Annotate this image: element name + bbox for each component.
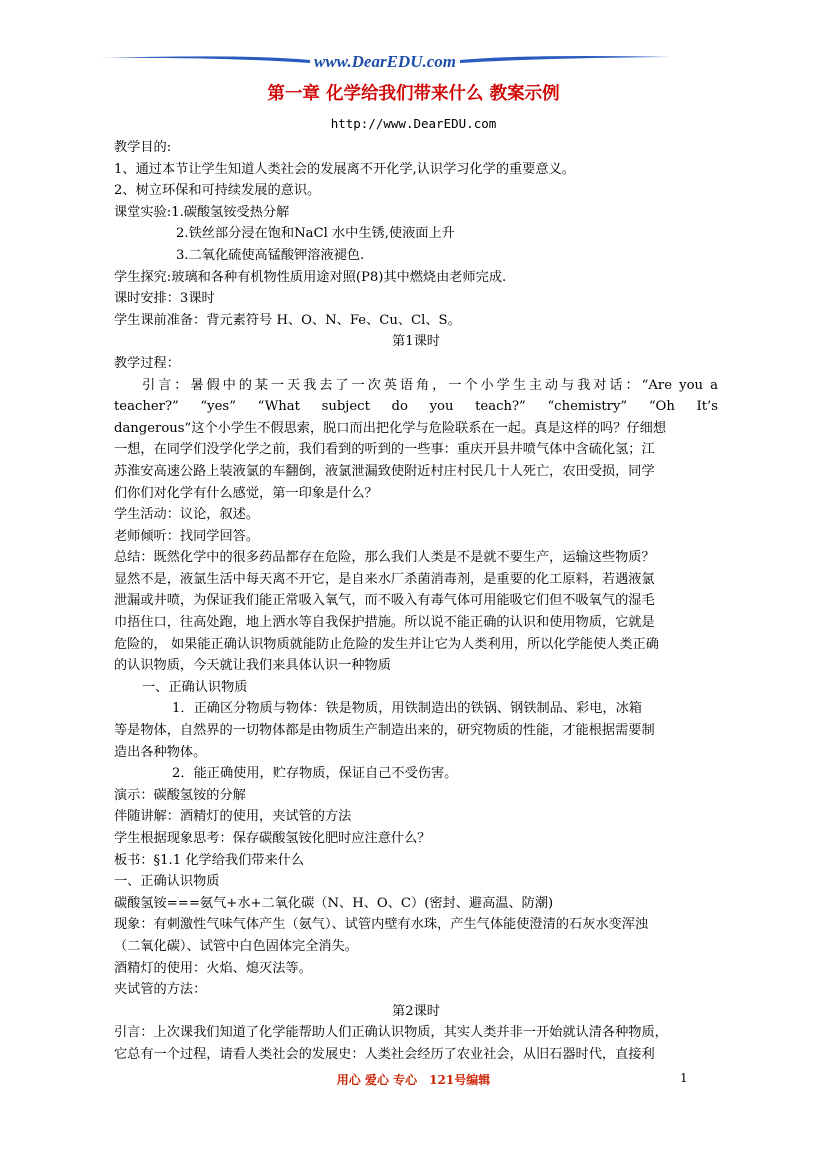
text-line: 一想，在同学们没学化学之前，我们看到的听到的一些事：重庆开县井喷气体中含硫化氢；江 bbox=[114, 442, 655, 458]
text-line: 一、正确认识物质 bbox=[114, 874, 220, 890]
text-line: dangerous”这个小学生不假思索，脱口而出把化学与危险联系在一起。真是这样的吗？仔细想 bbox=[114, 420, 667, 436]
text-line: 学生课前准备：背元素符号 H、O、N、Fe、Cu、Cl、S。 bbox=[114, 312, 461, 328]
text-line: 现象：有刺激性气味气体产生（氨气）、试管内壁有水珠，产生气体能使澄清的石灰水变浑浊 bbox=[114, 917, 649, 933]
text-line: 演示：碳酸氢铵的分解 bbox=[114, 787, 246, 803]
text-line: 造出各种物体。 bbox=[114, 744, 207, 760]
text-line: 的认识物质，今天就让我们来具体认识一种物质 bbox=[114, 658, 391, 674]
site-name[interactable]: www.DearEDU.com bbox=[314, 52, 456, 71]
text-line: 总结：既然化学中的很多药品都存在危险，那么我们人类是不是就不要生产，运输这些物质？ bbox=[114, 550, 655, 566]
text-line: 课时安排：3课时 bbox=[114, 291, 215, 307]
text-line: teacher?” “yes” “What subject do you teach?” “chemistry” “Oh It’s bbox=[114, 399, 718, 415]
text-line: 1．正确区分物质与物体：铁是物质，用铁制造出的铁锅、钢铁制品、彩电，冰箱 bbox=[172, 701, 642, 717]
text-line: 显然不是，液氯生活中每天离不开它，是自来水厂杀菌消毒剂，是重要的化工原料，若遇液氯 bbox=[114, 571, 655, 587]
text-line: 课堂实验:1.碳酸氢铵受热分解 bbox=[114, 204, 290, 220]
text-line: 危险的， 如果能正确认识物质就能防止危险的发生并让它为人类利用，所以化学能使人类正确 bbox=[114, 636, 659, 652]
text-line: 碳酸氢铵===氨气+水+二氧化碳（N、H、O、C）(密封、避高温、防潮) bbox=[114, 895, 554, 911]
text-line: 老师倾听：找同学回答。 bbox=[114, 528, 260, 544]
text-line: 酒精灯的使用：火焰、熄灭法等。 bbox=[114, 960, 312, 976]
text-line: 学生探究:玻璃和各种有机物性质用途对照(P8)其中燃烧由老师完成. bbox=[114, 269, 507, 285]
text-line: 3.二氧化硫使高锰酸钾溶液褪色. bbox=[176, 247, 365, 263]
text-line: 伴随讲解：酒精灯的使用，夹试管的方法 bbox=[114, 809, 352, 825]
text-line: 2、树立环保和可持续发展的意识。 bbox=[114, 183, 321, 199]
text-line: 教学目的: bbox=[114, 140, 172, 155]
header-banner bbox=[100, 52, 670, 74]
text-line: 引言：上次课我们知道了化学能帮助人们正确认识物质，其实人类并非一开始就认清各种物质， bbox=[114, 1025, 668, 1041]
text-line: 它总有一个过程，请看人类社会的发展史：人类社会经历了农业社会，从旧石器时代，直接利 bbox=[114, 1046, 655, 1062]
page-number: 1 bbox=[680, 1071, 688, 1085]
text-line: 夹试管的方法： bbox=[114, 982, 207, 998]
text-line: 泄漏或井喷，为保证我们能正常吸入氧气，而不吸入有毒气体可用能吸它们但不吸氧气的湿毛 bbox=[114, 593, 655, 609]
text-line: 2．能正确使用，贮存物质，保证自己不受伤害。 bbox=[172, 766, 458, 782]
text-line: 1、通过本节让学生知道人类社会的发展离不开化学,认识学习化学的重要意义。 bbox=[114, 161, 575, 177]
section-heading: 第2课时 bbox=[392, 1003, 440, 1019]
text-line: 们你们对化学有什么感觉，第一印象是什么？ bbox=[114, 485, 378, 501]
site-url[interactable]: http://www.DearEDU.com bbox=[330, 116, 497, 131]
footer-slogan: 用心 爱心 专心 121号编辑 bbox=[336, 1073, 491, 1087]
text-line: 2.铁丝部分浸在饱和NaCl 水中生锈,使液面上升 bbox=[176, 226, 455, 242]
text-line: 学生活动：议论，叙述。 bbox=[114, 507, 260, 523]
text-line: 板书：§1.1 化学给我们带来什么 bbox=[114, 852, 305, 868]
text-line: 一、正确认识物质 bbox=[142, 679, 248, 695]
document-title: 第一章 化学给我们带来什么 教案示例 bbox=[267, 84, 560, 104]
document-body bbox=[114, 137, 718, 1066]
text-line: （二氧化碳）、试管中白色固体完全消失。 bbox=[114, 938, 358, 954]
text-line: 引言：暑假中的某一天我去了一次英语角，一个小学生主动与我对话：“Are you a bbox=[142, 377, 718, 393]
text-line: 等是物体，自然界的一切物体都是由物质生产制造出来的，研究物质的性能，才能根据需要制 bbox=[114, 723, 655, 739]
text-line: 苏淮安高速公路上装液氯的车翻倒，液氯泄漏致使附近村庄村民几十人死亡，农田受损，同学 bbox=[114, 463, 655, 479]
text-line: 巾捂住口，往高处跑，地上洒水等自我保护措施。所以说不能正确的认识和使用物质，它就是 bbox=[114, 615, 655, 631]
text-line: 学生根据现象思考：保存碳酸氢铵化肥时应注意什么？ bbox=[114, 831, 431, 846]
section-heading: 第1课时 bbox=[392, 334, 440, 350]
text-line: 教学过程： bbox=[114, 355, 180, 371]
